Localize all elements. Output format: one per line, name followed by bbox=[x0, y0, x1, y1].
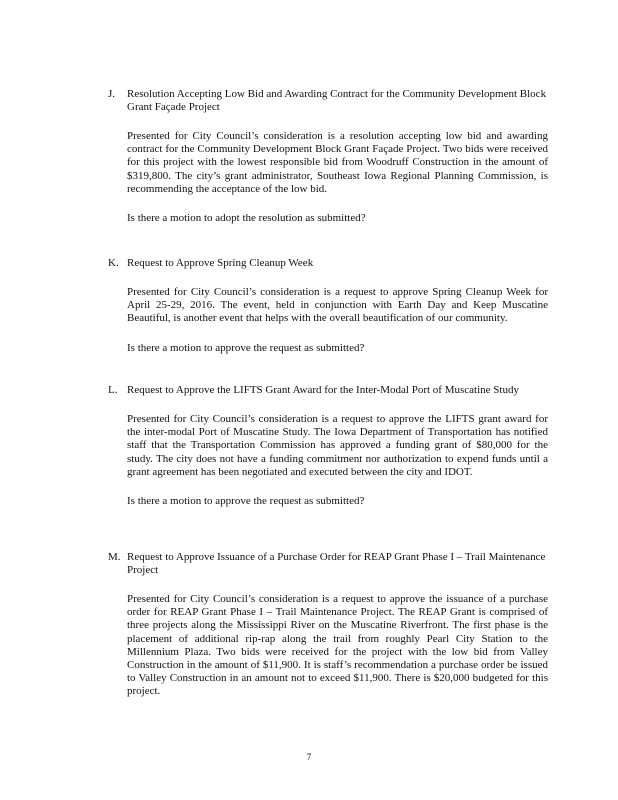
agenda-item-k bbox=[108, 257, 548, 355]
item-heading: Request to Approve Spring Cleanup Week bbox=[127, 257, 314, 269]
item-letter: L. bbox=[108, 384, 118, 396]
item-motion: Is there a motion to approve the request as submitted? bbox=[127, 341, 365, 354]
item-letter: J. bbox=[108, 88, 116, 100]
item-paragraph: Presented for City Council’s consideration is a request to approve the issuance of a purchase order for REAP Grant Phase I – Trail Maintenance Project. The REAP Grant is comprised of three projects along the Mississippi River on the Muscatine Riverfront. The first phase is the placement of additional rip-rap along the trail from roughly Pearl City Station to the Millennium Plaza. Two bids were received for the project with the low bid from Valley Construction in the amount of $11,900. It is staff’s recommendation a purchase order be issued to Valley Construction in an amount not to exceed $11,900. There is $20,000 budgeted for this project. bbox=[127, 593, 548, 698]
agenda-item-m bbox=[108, 551, 548, 699]
item-motion: Is there a motion to approve the request as submitted? bbox=[127, 495, 365, 508]
item-paragraph: Presented for City Council’s consideration is a resolution accepting low bid and awarding contract for the Community Development Block Grant Façade Project. Two bids were received for this project with the lowest responsible bid from Woodruff Construction in the amount of $319,800. The city’s grant administrator, Southeast Iowa Regional Planning Commission, is recommending the acceptance of the low bid. bbox=[127, 130, 548, 195]
agenda-item-l bbox=[108, 384, 548, 508]
item-heading: Request to Approve Issuance of a Purchase Order for REAP Grant Phase I – Trail Maintenance Project bbox=[127, 551, 546, 576]
item-letter: K. bbox=[108, 257, 119, 269]
item-paragraph: Presented for City Council’s consideration is a request to approve Spring Cleanup Week for April 25-29, 2016. The event, held in conjunction with Earth Day and Keep Muscatine Beautiful, is another event that helps with the overall beautification of our community. bbox=[127, 286, 548, 325]
item-paragraph: Presented for City Council’s consideration is a request to approve the LIFTS grant award for the inter-modal Port of Muscatine Study. The Iowa Department of Transportation has notified staff that the Transportation Commission has approved a funding grant of $80,000 for the study. The city does not have a funding commitment nor authorization to expend funds until a grant agreement has been negotiated and executed between the city and IDOT. bbox=[127, 413, 548, 478]
item-heading: Request to Approve the LIFTS Grant Award for the Inter-Modal Port of Muscatine Study bbox=[127, 384, 519, 396]
item-motion: Is there a motion to adopt the resolution as submitted? bbox=[127, 212, 366, 225]
item-letter: M. bbox=[108, 551, 121, 563]
page-number: 7 bbox=[306, 752, 312, 762]
item-heading: Resolution Accepting Low Bid and Awarding Contract for the Community Development Block Grant Façade Project bbox=[127, 88, 547, 113]
agenda-item-j bbox=[108, 88, 548, 225]
